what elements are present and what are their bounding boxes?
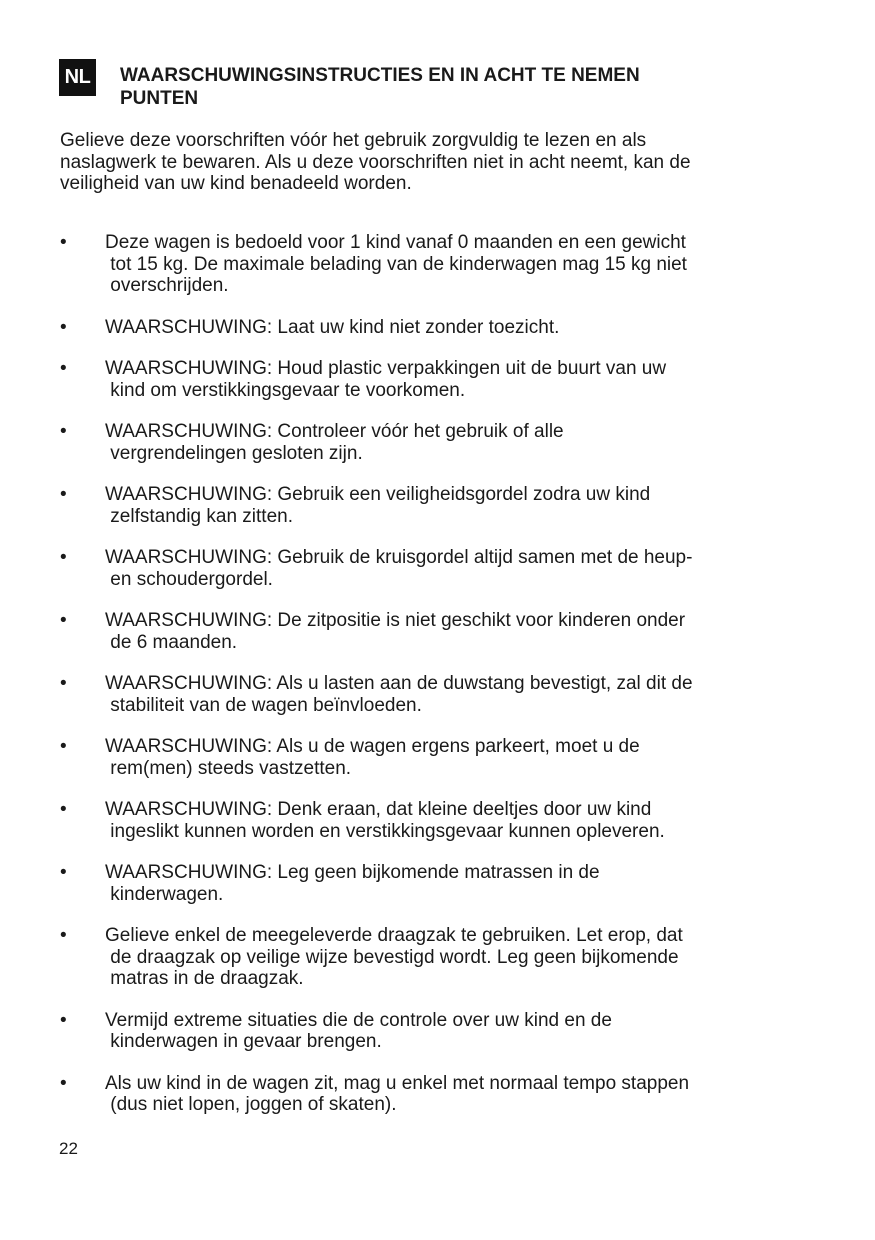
list-item: [60, 232, 775, 297]
title-line: WAARSCHUWINGSINSTRUCTIES EN IN ACHT TE NEMEN: [120, 65, 640, 86]
list-item: [60, 1010, 775, 1053]
list-item-line: vergrendelingen gesloten zijn.: [105, 442, 363, 464]
bullet-icon: •: [60, 673, 67, 694]
list-item-text: [105, 799, 775, 842]
list-item-line: ingeslikt kunnen worden en verstikkingsgevaar kunnen opleveren.: [105, 820, 665, 842]
list-item-text: [105, 610, 775, 653]
list-item: [60, 862, 775, 905]
list-item-text: [105, 1073, 775, 1116]
intro-line: veiligheid van uw kind benadeeld worden.: [60, 173, 412, 194]
list-item-line: WAARSCHUWING: Gebruik een veiligheidsgordel zodra uw kind: [105, 484, 651, 505]
list-item-line: rem(men) steeds vastzetten.: [105, 757, 352, 779]
list-item-line: tot 15 kg. De maximale belading van de kinderwagen mag 15 kg niet: [105, 253, 687, 275]
list-item-text: [105, 547, 775, 590]
list-item: [60, 736, 775, 779]
list-item-text: [105, 862, 775, 905]
list-item-line: en schoudergordel.: [105, 568, 273, 590]
list-item-line: overschrijden.: [105, 275, 229, 296]
list-item-line: WAARSCHUWING: Denk eraan, dat kleine deeltjes door uw kind: [105, 799, 652, 820]
bullet-icon: •: [60, 1072, 67, 1094]
list-item: [60, 421, 775, 464]
intro-line: Gelieve deze voorschriften vóór het gebruik zorgvuldig te lezen en als: [60, 130, 647, 151]
list-item: [60, 547, 775, 590]
bullet-icon: •: [60, 232, 67, 253]
page-number: 22: [59, 1139, 78, 1158]
intro-line: naslagwerk te bewaren. Als u deze voorschriften niet in acht neemt, kan de: [60, 151, 691, 173]
list-item-line: WAARSCHUWING: Gebruik de kruisgordel altijd samen met de heup-: [105, 547, 693, 568]
list-item: [60, 610, 775, 653]
list-item-line: de draagzak op veilige wijze bevestigd wordt. Leg geen bijkomende: [105, 946, 679, 968]
list-item: [60, 925, 775, 990]
list-item-line: zelfstandig kan zitten.: [105, 505, 293, 527]
list-item-text: [105, 673, 775, 716]
list-item-text: [105, 421, 775, 464]
list-item-text: [105, 484, 775, 527]
list-item-line: WAARSCHUWING: Controleer vóór het gebruik of alle: [105, 421, 564, 442]
bullet-icon: •: [60, 358, 67, 379]
list-item-line: WAARSCHUWING: Als u lasten aan de duwstang bevestigt, zal dit de: [105, 673, 693, 694]
list-item-line: stabiliteit van de wagen beïnvloeden.: [105, 694, 422, 716]
bullet-icon: •: [60, 547, 67, 568]
list-item-line: kind om verstikkingsgevaar te voorkomen.: [105, 379, 466, 401]
list-item-line: Als uw kind in de wagen zit, mag u enkel met normaal tempo stappen: [105, 1072, 690, 1094]
list-item-line: kinderwagen.: [105, 883, 224, 905]
list-item: [60, 317, 775, 339]
list-item-text: [105, 925, 775, 990]
list-item-line: Deze wagen is bedoeld voor 1 kind vanaf 0 maanden en een gewicht: [105, 232, 686, 253]
intro-paragraph: [60, 130, 780, 195]
bullet-icon: •: [60, 421, 67, 442]
list-item-line: WAARSCHUWING: Als u de wagen ergens parkeert, moet u de: [105, 736, 640, 757]
page-title: [120, 64, 760, 110]
list-item-line: WAARSCHUWING: De zitpositie is niet geschikt voor kinderen onder: [105, 610, 686, 631]
list-item-text: [105, 317, 775, 339]
list-item: [60, 799, 775, 842]
list-item-text: [105, 358, 775, 401]
list-item-line: (dus niet lopen, joggen of skaten).: [105, 1094, 397, 1115]
bullet-icon: •: [60, 799, 67, 820]
bullet-icon: •: [60, 736, 67, 757]
list-item: [60, 673, 775, 716]
list-item-line: WAARSCHUWING: Laat uw kind niet zonder toezicht.: [105, 316, 560, 338]
language-badge: NL: [59, 59, 96, 96]
list-item: [60, 484, 775, 527]
bullet-icon: •: [60, 1009, 67, 1031]
list-item: [60, 1073, 775, 1116]
list-item-text: [105, 1010, 775, 1053]
list-item-line: Gelieve enkel de meegeleverde draagzak te gebruiken. Let erop, dat: [105, 925, 683, 946]
list-item-line: matras in de draagzak.: [105, 968, 304, 989]
title-line: PUNTEN: [120, 88, 199, 109]
list-item-line: kinderwagen in gevaar brengen.: [105, 1031, 382, 1052]
list-item-line: Vermijd extreme situaties die de controle over uw kind en de: [105, 1009, 612, 1031]
bullet-icon: •: [60, 925, 67, 946]
bullet-icon: •: [60, 610, 67, 631]
list-item: [60, 358, 775, 401]
bullet-icon: •: [60, 316, 67, 338]
list-item-line: WAARSCHUWING: Houd plastic verpakkingen uit de buurt van uw: [105, 358, 667, 379]
bullet-icon: •: [60, 484, 67, 505]
list-item-line: WAARSCHUWING: Leg geen bijkomende matrassen in de: [105, 862, 600, 883]
bullet-icon: •: [60, 862, 67, 883]
list-item-text: [105, 232, 775, 297]
list-item-text: [105, 736, 775, 779]
warning-list: [60, 212, 775, 1116]
list-item-line: de 6 maanden.: [105, 631, 238, 653]
